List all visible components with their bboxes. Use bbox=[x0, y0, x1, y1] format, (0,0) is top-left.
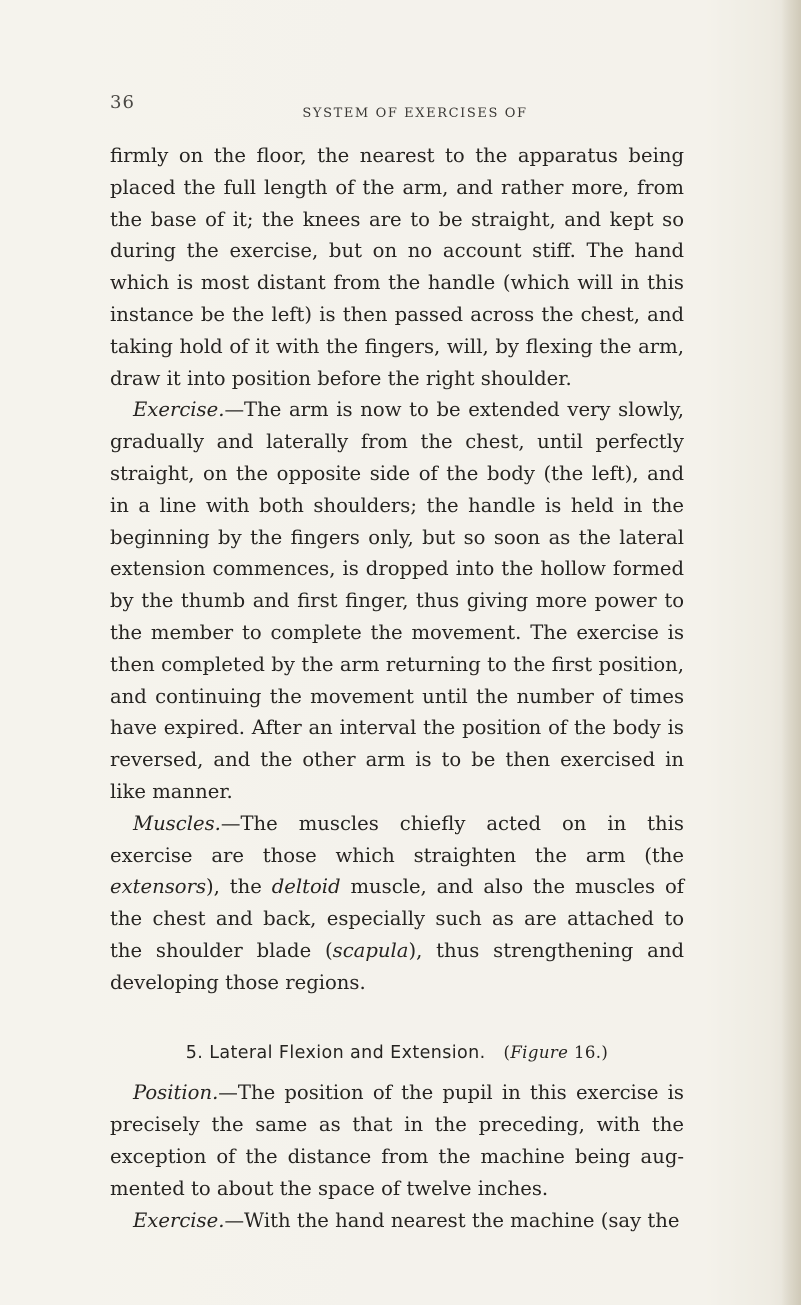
paragraph-text: firmly on the floor, the nearest to the apparatus being placed the full length of the arm, and rather more, from the base of it; the knees are to be straight, and kept so during the exercise, but on no account stiff. The hand which is most distant from the handle (which will in this instance be the left) is then passed across the chest, and taking hold of it with the fingers, will, by flexing the arm, draw it into position before the right shoulder. bbox=[110, 144, 684, 390]
running-head: SYSTEM OF EXERCISES OF bbox=[302, 106, 528, 121]
figure-label: Figure bbox=[510, 1042, 569, 1062]
paragraph-text: ), thus strengthening and developing those regions. bbox=[110, 938, 684, 994]
body-text bbox=[110, 140, 684, 1236]
section-title: 5. Lateral Flexion and Extension. bbox=[185, 1042, 486, 1063]
paragraph-label: Exercise. bbox=[133, 1208, 225, 1232]
term-deltoid: deltoid bbox=[271, 875, 341, 899]
term-scapula: scapula bbox=[332, 938, 409, 962]
paragraph-exercise-2 bbox=[110, 1205, 684, 1237]
paragraph-text: —The position of the pupil in this exercise is precisely the same as that in the preceding, with the exception of the distance from the machine being augmented to about the space of twelve inches. bbox=[110, 1081, 684, 1200]
paragraph-label: Muscles. bbox=[133, 811, 221, 835]
section-heading bbox=[110, 1037, 684, 1070]
paragraph-text: —With the hand nearest the machine (say the bbox=[224, 1208, 680, 1232]
paragraph-muscles bbox=[110, 808, 684, 999]
paragraph-text: muscle, and also the muscles of the chest and back, especially such as are attached to the shoulder blade ( bbox=[110, 875, 684, 962]
term-extensors: extensors bbox=[110, 875, 207, 899]
paragraph-exercise bbox=[110, 394, 684, 807]
paragraph-text: —The muscles chiefly acted on in this exercise are those which straighten the arm (the bbox=[110, 811, 684, 867]
figure-reference: (Figure 16.) bbox=[503, 1042, 609, 1062]
page-number: 36 bbox=[110, 92, 135, 113]
paragraph-label: Exercise. bbox=[133, 398, 225, 422]
paragraph-text: ), the bbox=[206, 875, 272, 899]
paragraph-label: Position. bbox=[133, 1081, 219, 1105]
paragraph-text: —The arm is now to be extended very slowly, gradually and laterally from the chest, until perfectly straight, on the opposite side of the body (the left), and in a line with both shoulders; the handle is held in the beginning by the fingers only, but so soon as the lateral extension commences, is dropped into the hollow formed by the thumb and first finger, thus giving more power to the member to complete the movement. The exercise is then completed by the arm returning to the first position, and continuing the movement until the number of times have expired. After an interval the position of the body is reversed, and the other arm is to be then exercised in like manner. bbox=[110, 398, 684, 803]
paragraph-position bbox=[110, 1077, 684, 1204]
paragraph-continuation bbox=[110, 140, 684, 394]
page-edge-shadow bbox=[781, 0, 801, 1305]
